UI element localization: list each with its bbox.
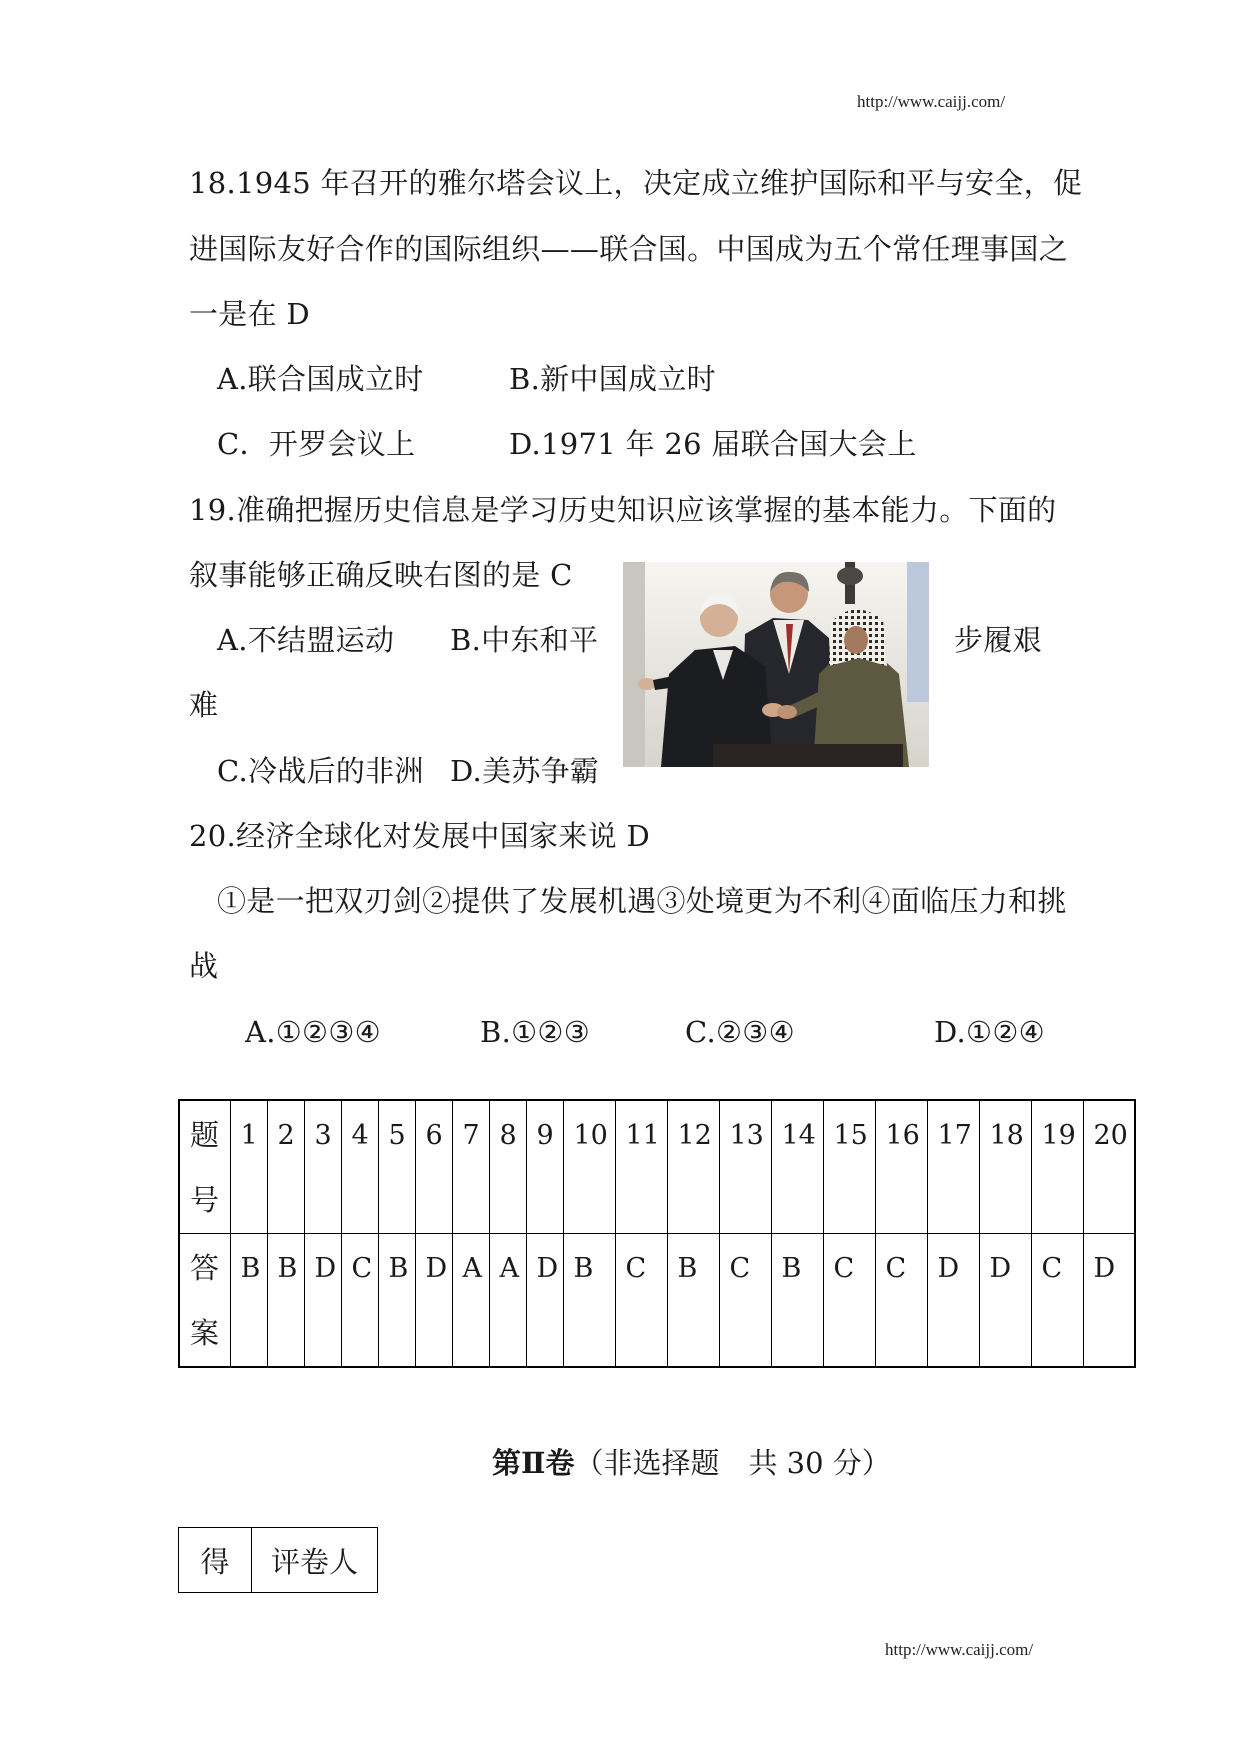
q19-line-1: 19.准确把握历史信息是学习历史知识应该掌握的基本能力。下面的 [189, 493, 1057, 527]
question-number-cell: 12 [667, 1100, 719, 1234]
section-title [492, 1443, 891, 1483]
answer-row [179, 1234, 1135, 1368]
q19-option-a: A.不结盟运动 [217, 623, 395, 657]
q20-line-1: 20.经济全球化对发展中国家来说 D [189, 819, 650, 853]
question-number-cell: 19 [1031, 1100, 1083, 1234]
q18-line-2: 进国际友好合作的国际组织——联合国。中国成为五个常任理事国之 [189, 232, 1069, 266]
question-number-cell: 2 [267, 1100, 304, 1234]
q20-option-c: C.②③④ [685, 1015, 795, 1049]
q18-line-1: 18.1945 年召开的雅尔塔会议上，决定成立维护国际和平与安全，促 [189, 166, 1083, 200]
question-number-cell: 17 [927, 1100, 979, 1234]
question-number-cell: 1 [230, 1100, 267, 1234]
answer-cell: D [304, 1234, 341, 1368]
answer-cell: D [927, 1234, 979, 1368]
answer-cell: A [489, 1234, 526, 1368]
question-number-row [179, 1100, 1135, 1234]
answer-cell: C [341, 1234, 378, 1368]
q18-option-a: A.联合国成立时 [217, 362, 424, 396]
score-box [178, 1527, 378, 1593]
answer-cell: D [979, 1234, 1031, 1368]
answer-cell: C [719, 1234, 771, 1368]
score-label: 得 [179, 1528, 252, 1593]
question-number-cell: 20 [1083, 1100, 1135, 1234]
answer-cell: D [526, 1234, 563, 1368]
question-number-cell: 16 [875, 1100, 927, 1234]
answer-cell: C [823, 1234, 875, 1368]
question-number-cell: 7 [452, 1100, 489, 1234]
grader-label: 评卷人 [252, 1528, 378, 1593]
question-number-cell: 11 [615, 1100, 667, 1234]
question-number-cell: 18 [979, 1100, 1031, 1234]
footer-url: http://www.caijj.com/ [885, 1640, 1034, 1659]
answer-cell: B [378, 1234, 415, 1368]
question-number-cell: 3 [304, 1100, 341, 1234]
answer-cell: D [1083, 1234, 1135, 1368]
question-number-cell: 8 [489, 1100, 526, 1234]
section-title-bold: 第Ⅱ卷 [492, 1446, 575, 1480]
q19-option-c: C.冷战后的非洲 [217, 754, 424, 788]
q20-statement-line-1: ①是一把双刃剑②提供了发展机遇③处境更为不利④面临压力和挑 [217, 884, 1067, 918]
section-title-rest: （非选择题 共 30 分） [574, 1446, 891, 1480]
answer-cell: A [452, 1234, 489, 1368]
answer-cell: B [667, 1234, 719, 1368]
q20-statement-line-2: 战 [189, 949, 219, 983]
answer-cell: D [415, 1234, 452, 1368]
q20-option-d: D.①②④ [934, 1015, 1045, 1049]
q19-line-2: 叙事能够正确反映右图的是 C [189, 558, 573, 592]
question-number-cell: 6 [415, 1100, 452, 1234]
question-number-cell: 13 [719, 1100, 771, 1234]
q18-option-c: C．开罗会议上 [217, 427, 416, 461]
q19-option-b-wrap: 难 [189, 688, 219, 722]
answer-cell: B [563, 1234, 615, 1368]
q18-line-3: 一是在 D [189, 297, 310, 331]
q18-option-b: B.新中国成立时 [509, 362, 716, 396]
question-number-cell: 14 [771, 1100, 823, 1234]
question-number-cell: 4 [341, 1100, 378, 1234]
answer-table [178, 1099, 1136, 1368]
q20-option-a: A.①②③④ [245, 1015, 381, 1049]
question-number-label: 题号 [179, 1100, 230, 1234]
answer-cell: B [230, 1234, 267, 1368]
question-number-cell: 9 [526, 1100, 563, 1234]
answer-cell: C [875, 1234, 927, 1368]
q18-option-d: D.1971 年 26 届联合国大会上 [509, 427, 917, 461]
question-number-cell: 10 [563, 1100, 615, 1234]
header-url: http://www.caijj.com/ [857, 92, 1006, 111]
q20-option-b: B.①②③ [480, 1015, 591, 1049]
answer-cell: C [615, 1234, 667, 1368]
q19-option-b-continued: 步履艰 [954, 623, 1042, 657]
q19-option-b: B.中东和平 [450, 623, 599, 657]
handshake-photo [623, 562, 929, 767]
q19-option-d: D.美苏争霸 [450, 754, 600, 788]
answer-label: 答案 [179, 1234, 230, 1368]
question-number-cell: 15 [823, 1100, 875, 1234]
answer-cell: C [1031, 1234, 1083, 1368]
answer-cell: B [267, 1234, 304, 1368]
answer-cell: B [771, 1234, 823, 1368]
question-number-cell: 5 [378, 1100, 415, 1234]
